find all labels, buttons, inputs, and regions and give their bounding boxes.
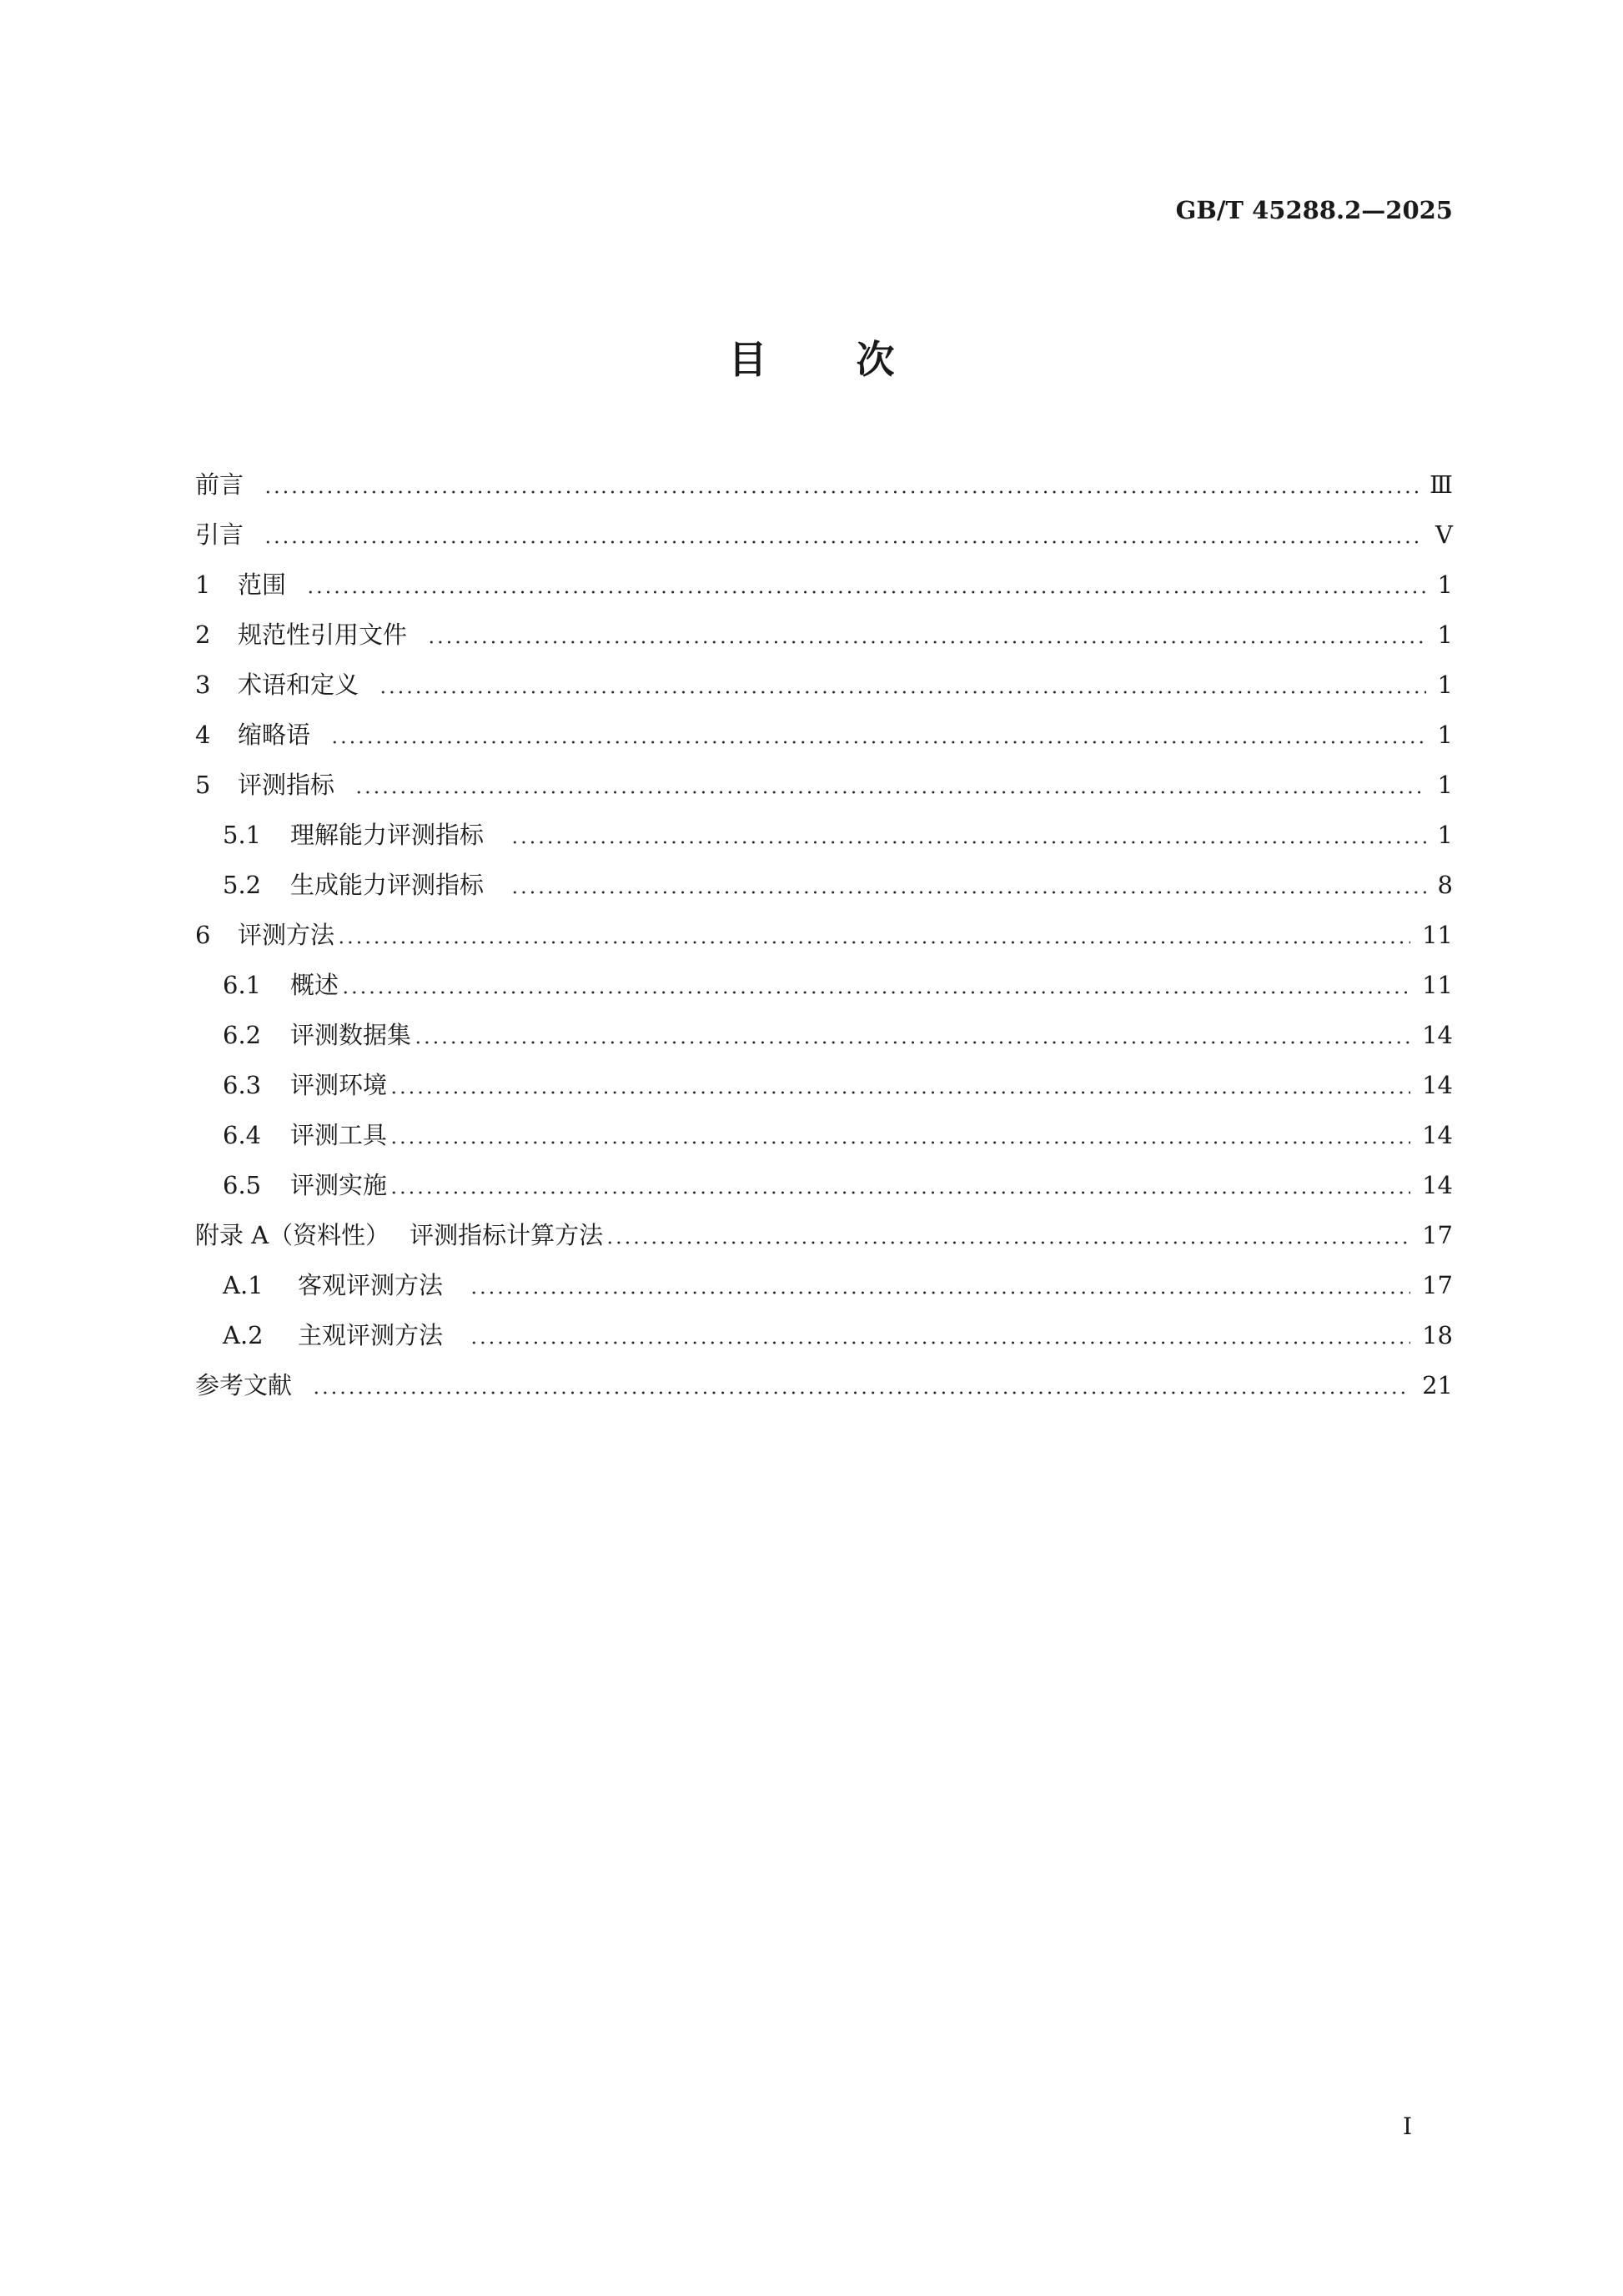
dot-leader <box>427 640 1426 645</box>
toc-entry-number: 6.2 <box>223 1021 262 1049</box>
toc-entry <box>195 710 1453 760</box>
toc-entry-page: 1 <box>1437 771 1453 799</box>
toc-entry <box>195 510 1453 560</box>
toc-entry-title: 评测指标 <box>238 771 335 799</box>
dot-leader <box>337 940 1410 945</box>
toc-entry-title: 缩略语 <box>238 721 311 749</box>
dot-leader <box>379 690 1426 695</box>
toc-entry-title: 评测指标计算方法 <box>410 1221 604 1249</box>
toc-entry-page: 1 <box>1437 821 1453 849</box>
toc-entry-page: 14 <box>1422 1121 1453 1149</box>
toc-entry-title: 范围 <box>238 570 287 599</box>
dot-leader <box>470 1340 1410 1345</box>
toc-entry-number: 6 <box>195 921 211 949</box>
toc-entry-title: 前言 <box>195 470 244 499</box>
toc-entry-number: 1 <box>195 570 211 599</box>
toc-entry-page: 14 <box>1422 1021 1453 1049</box>
toc-entry-number: 6.4 <box>223 1121 262 1149</box>
toc-entry <box>195 910 1453 960</box>
toc-entry-number: 5.1 <box>223 821 262 849</box>
toc-entry-page: 14 <box>1422 1071 1453 1099</box>
toc-entry-page: 11 <box>1422 921 1453 949</box>
toc-entry-title: 理解能力评测指标 <box>290 821 485 849</box>
dot-leader <box>389 1090 1410 1095</box>
table-of-contents <box>195 460 1453 1410</box>
toc-entry-page: 17 <box>1422 1271 1453 1299</box>
toc-entry-title: 概述 <box>290 971 339 999</box>
toc-entry-number: 6.5 <box>223 1171 262 1199</box>
toc-entry-number: 3 <box>195 671 211 699</box>
toc-entry <box>195 1310 1453 1360</box>
toc-entry-title: 生成能力评测指标 <box>290 871 485 899</box>
dot-leader <box>470 1290 1410 1295</box>
toc-entry <box>195 1010 1453 1060</box>
dot-leader <box>354 790 1426 795</box>
toc-entry <box>195 1360 1453 1410</box>
toc-entry-title: 参考文献 <box>195 1371 293 1399</box>
toc-entry <box>195 1210 1453 1260</box>
toc-entry-number: 6.1 <box>223 971 262 999</box>
toc-entry <box>195 1260 1453 1310</box>
toc-entry <box>195 960 1453 1010</box>
dot-leader <box>264 490 1418 495</box>
toc-entry <box>195 1160 1453 1210</box>
toc-entry-number: 附录 A（资料性） <box>195 1221 390 1249</box>
toc-entry <box>195 610 1453 660</box>
toc-entry-number: 5.2 <box>223 871 262 899</box>
toc-title: 目次 <box>728 337 984 382</box>
document-number: GB/T 45288.2—2025 <box>1175 196 1453 224</box>
toc-entry-page: 1 <box>1437 671 1453 699</box>
toc-entry-title: 评测方法 <box>238 921 335 949</box>
toc-entry-title: 客观评测方法 <box>298 1271 444 1299</box>
toc-entry-number: A.2 <box>223 1321 264 1349</box>
toc-entry-page: 1 <box>1437 620 1453 649</box>
toc-entry-number: 6.3 <box>223 1071 262 1099</box>
toc-entry-number: A.1 <box>223 1271 264 1299</box>
toc-entry-number: 2 <box>195 620 211 649</box>
toc-entry <box>195 1060 1453 1110</box>
toc-entry <box>195 760 1453 810</box>
toc-entry <box>195 560 1453 610</box>
toc-entry-number: 5 <box>195 771 211 799</box>
dot-leader <box>510 890 1426 895</box>
toc-entry-page: 21 <box>1422 1371 1453 1399</box>
dot-leader <box>510 840 1426 845</box>
dot-leader <box>605 1240 1410 1245</box>
toc-entry-page: 11 <box>1422 971 1453 999</box>
dot-leader <box>306 590 1426 595</box>
toc-entry-title: 评测环境 <box>290 1071 388 1099</box>
toc-entry-page: 1 <box>1437 570 1453 599</box>
dot-leader <box>264 540 1424 545</box>
toc-entry <box>195 860 1453 910</box>
toc-entry-page: 18 <box>1422 1321 1453 1349</box>
dot-leader <box>389 1190 1410 1195</box>
page-number: I <box>1403 2113 1413 2140</box>
toc-entry <box>195 1110 1453 1160</box>
toc-entry-title: 评测数据集 <box>290 1021 412 1049</box>
toc-entry-title: 术语和定义 <box>238 671 359 699</box>
toc-entry <box>195 460 1453 510</box>
dot-leader <box>341 990 1410 995</box>
dot-leader <box>330 740 1426 745</box>
toc-entry-title: 规范性引用文件 <box>238 620 408 649</box>
toc-entry-title: 评测实施 <box>290 1171 388 1199</box>
toc-entry-page: Ⅲ <box>1430 470 1453 499</box>
toc-entry-title: 评测工具 <box>290 1121 388 1149</box>
toc-entry-page: 8 <box>1437 871 1453 899</box>
toc-entry-title: 引言 <box>195 520 244 549</box>
toc-entry-number: 4 <box>195 721 211 749</box>
dot-leader <box>389 1140 1410 1145</box>
toc-entry <box>195 810 1453 860</box>
toc-entry <box>195 660 1453 710</box>
toc-entry-page: 14 <box>1422 1171 1453 1199</box>
toc-entry-page: 17 <box>1422 1221 1453 1249</box>
toc-entry-page: 1 <box>1437 721 1453 749</box>
dot-leader <box>312 1390 1410 1395</box>
toc-entry-title: 主观评测方法 <box>298 1321 444 1349</box>
dot-leader <box>414 1040 1410 1045</box>
toc-entry-page: Ⅴ <box>1435 520 1453 549</box>
